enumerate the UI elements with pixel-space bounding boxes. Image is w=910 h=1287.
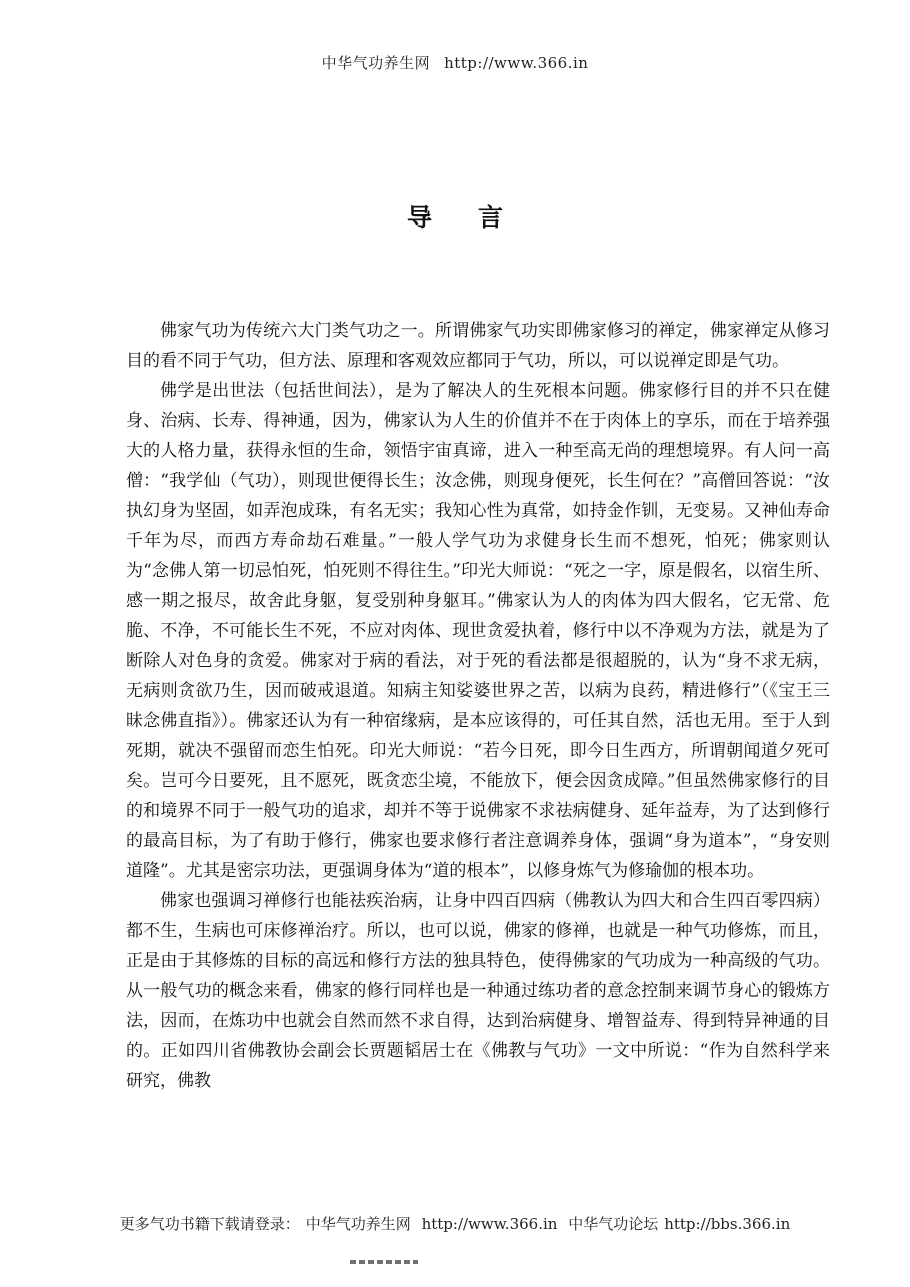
scan-artifact: [350, 1260, 418, 1264]
page-footer: [0, 1213, 910, 1234]
footer-forum-name: 中华气功论坛: [568, 1215, 659, 1233]
paragraph-1: 佛家气功为传统六大门类气功之一。所谓佛家气功实即佛家修习的禅定，佛家禅定从修习目的看不同于气功，但方法、原理和客观效应都同于气功，所以，可以说禅定即是气功。: [126, 321, 830, 371]
article-body: [126, 316, 830, 1096]
page-title: 导言: [406, 203, 549, 232]
header-site-url[interactable]: http://www.366.in: [444, 54, 589, 72]
paragraph-2: 佛学是出世法（包括世间法），是为了解决人的生死根本问题。佛家修行目的并不只在健身、治病、长寿、得神通，因为，佛家认为人生的价值并不在于肉体上的享乐，而在于培养强大的人格力量，获得永恒的生命，领悟宇宙真谛，进入一种至高无尚的理想境界。有人问一高僧：“我学仙（气功），则现世便得长生；汝念佛，则现身便死，长生何在？”高僧回答说：“汝执幻身为坚固，如弄泡成珠，有名无实；我知心性为真常，如持金作钏，无变易。又神仙寿命千年为尽，而西方寿命劫石难量。”一般人学气功为求健身长生而不想死，怕死；佛家则认为“念佛人第一切忌怕死，怕死则不得往生。”印光大师说：“死之一字，原是假名，以宿生所、感一期之报尽，故舍此身躯，复受别种身躯耳。”佛家认为人的肉体为四大假名，它无常、危脆、不净，不可能长生不死，不应对肉体、现世贪爱执着，修行中以不净观为方法，就是为了断除人对色身的贪爱。佛家对于病的看法，对于死的看法都是很超脱的，认为“身不求无病，无病则贪欲乃生，因而破戒退道。知病主知娑婆世界之苦，以病为良药，精进修行”（《宝王三昧念佛直指》）。佛家还认为有一种宿缘病，是本应该得的，可任其自然，活也无用。至于人到死期，就决不强留而恋生怕死。印光大师说：“若今日死，即今日生西方，所谓朝闻道夕死可矣。岂可今日要死，且不愿死，既贪恋尘境，不能放下，便会因贪成障。”但虽然佛家修行的目的和境界不同于一般气功的追求，却并不等于说佛家不求祛病健身、延年益寿，为了达到修行的最高目标，为了有助于修行，佛家也要求修行者注意调养身体，强调“身为道本”，“身安则道隆”。尤其是密宗功法，更强调身体为“道的根本”，以修身炼气为修瑜伽的根本功。: [126, 381, 830, 881]
header-site-name: 中华气功养生网: [321, 54, 431, 72]
footer-prompt: 更多气功书籍下载请登录：: [119, 1215, 300, 1233]
footer-site-url[interactable]: http://www.366.in: [421, 1215, 558, 1233]
paragraph-3: 佛家也强调习禅修行也能祛疾治病，让身中四百四病（佛教认为四大和合生四百零四病）都不生，生病也可床修禅治疗。所以，也可以说，佛家的修禅，也就是一种气功修炼，而且，正是由于其修炼的目标的高远和修行方法的独具特色，使得佛家的气功成为一种高级的气功。从一般气功的概念来看，佛家的修行同样也是一种通过练功者的意念控制来调节身心的锻炼方法，因而，在炼功中也就会自然而然不求自得，达到治病健身、增智益寿、得到特异神通的目的。正如四川省佛教协会副会长贾题韬居士在《佛教与气功》一文中所说：“作为自然科学来研究，佛教: [126, 891, 830, 1091]
footer-site-name: 中华气功养生网: [305, 1215, 411, 1233]
page-header: [0, 52, 910, 73]
footer-forum-url[interactable]: http://bbs.366.in: [664, 1215, 791, 1233]
